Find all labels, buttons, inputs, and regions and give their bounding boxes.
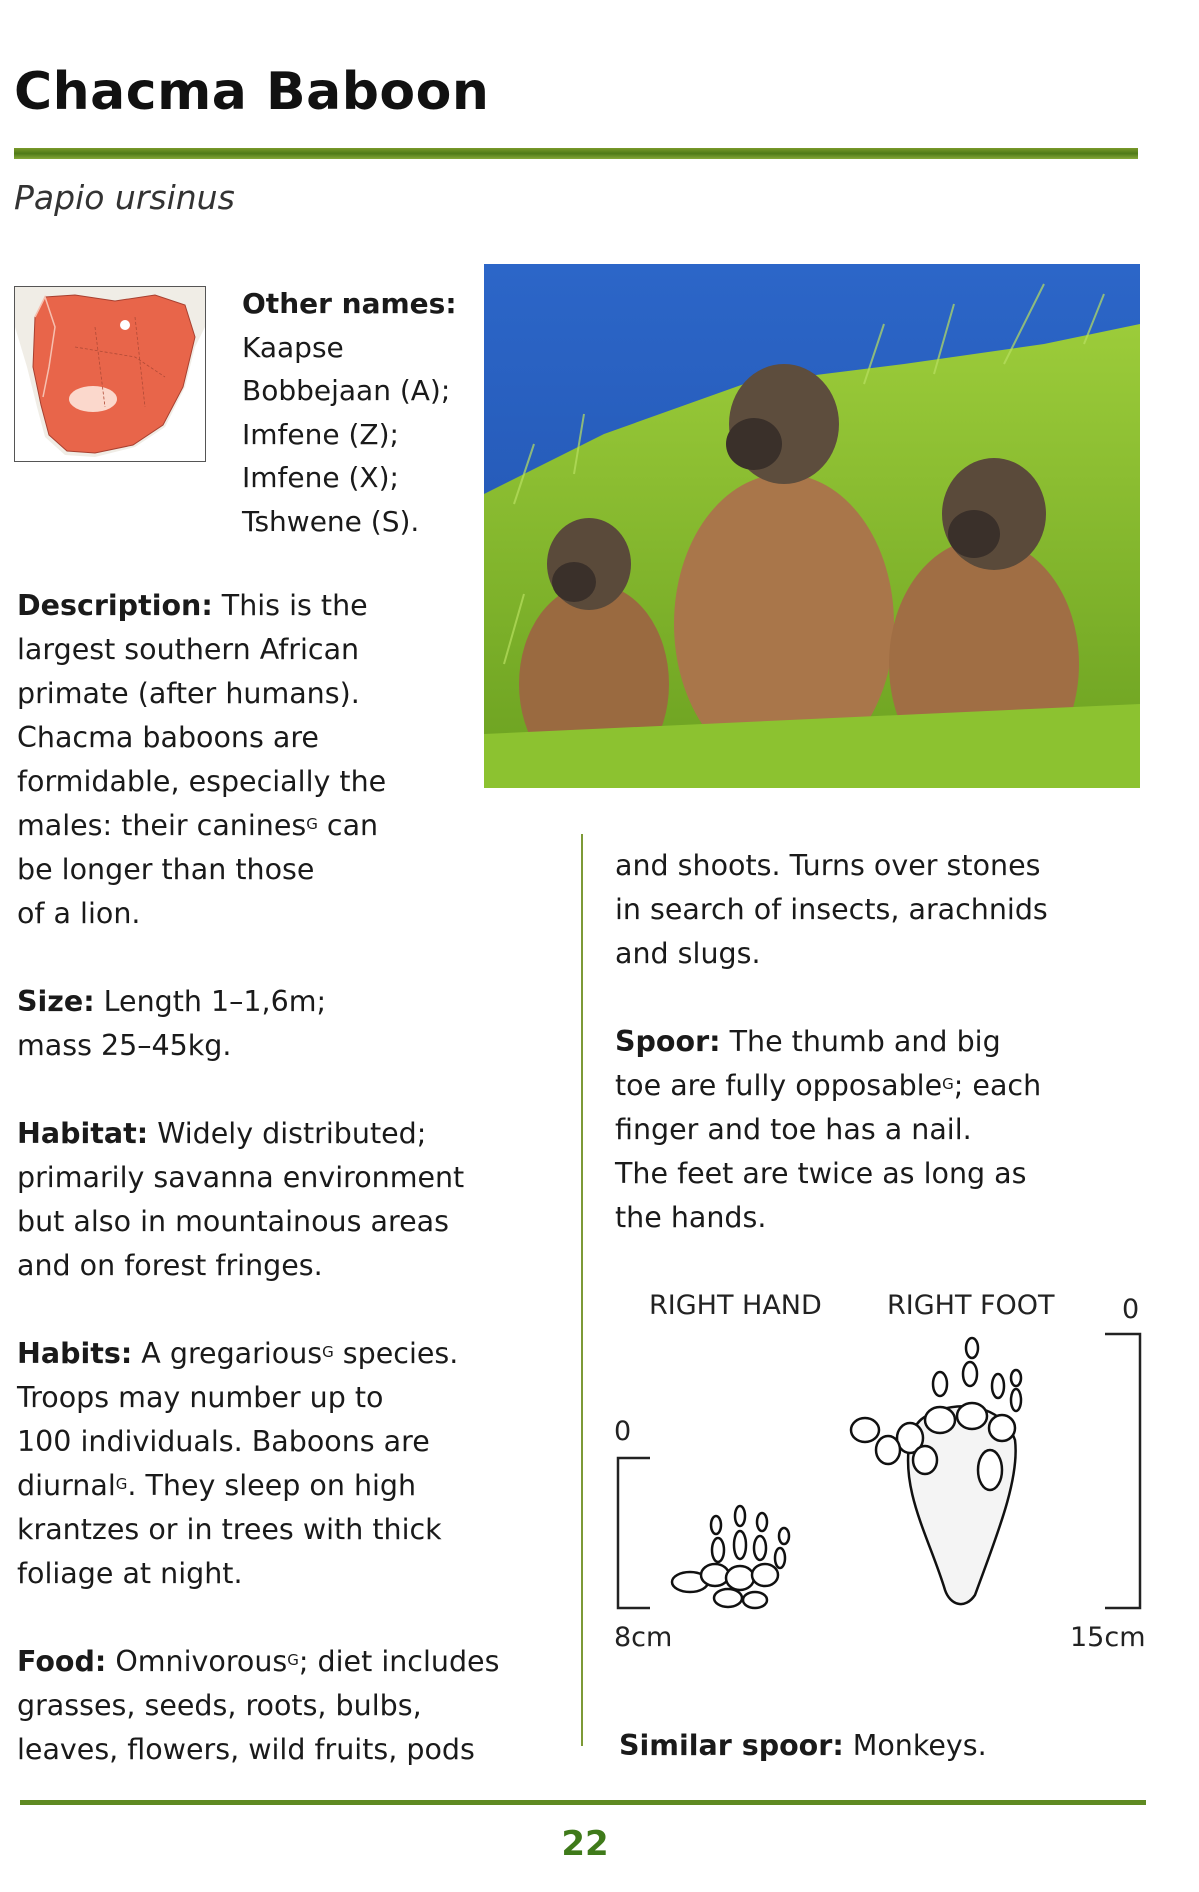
food-continued xyxy=(615,844,1155,976)
other-name-line: Kaapse xyxy=(242,330,344,364)
text-line: but also in mountainous areas xyxy=(17,1205,449,1238)
right-foot-label: RIGHT FOOT xyxy=(887,1290,1055,1321)
right-hand-label: RIGHT HAND xyxy=(649,1290,822,1321)
food-label: Food: xyxy=(17,1645,107,1678)
other-names xyxy=(242,282,457,543)
text-line: ; each xyxy=(953,1069,1042,1102)
text-line: Length 1–1,6m; xyxy=(94,985,327,1018)
distribution-map xyxy=(14,286,206,462)
hand-scale-bottom: 8cm xyxy=(614,1622,673,1653)
baboon-photo xyxy=(484,264,1140,788)
text-line: and shoots. Turns over stones xyxy=(615,849,1041,882)
right-foot-print-icon xyxy=(851,1338,1021,1604)
habits-label: Habits: xyxy=(17,1337,133,1370)
habits-section xyxy=(17,1332,577,1596)
text-line: Troops may number up to xyxy=(17,1381,384,1414)
spoor-drawing xyxy=(600,1320,1160,1620)
text-line: and on forest fringes. xyxy=(17,1249,323,1282)
other-names-label: Other names: xyxy=(242,287,457,320)
food-section xyxy=(17,1640,577,1772)
glossary-marker: G xyxy=(942,1075,954,1093)
column-divider xyxy=(581,834,583,1746)
glossary-marker: G xyxy=(306,815,318,833)
glossary-marker: G xyxy=(287,1651,299,1669)
text-line: Chacma baboons are xyxy=(17,721,319,754)
text-line: leaves, flowers, wild fruits, pods xyxy=(17,1733,475,1766)
text-line: diurnal xyxy=(17,1469,116,1502)
text-line: can xyxy=(317,809,379,842)
text-line: formidable, especially the xyxy=(17,765,387,798)
text-line: 100 individuals. Baboons are xyxy=(17,1425,430,1458)
text-line: finger and toe has a nail. xyxy=(615,1113,972,1146)
text-line: of a lion. xyxy=(17,897,141,930)
hand-scale-top: 0 xyxy=(614,1416,632,1447)
text-line: . They sleep on high xyxy=(127,1469,417,1502)
foot-scale-top: 0 xyxy=(1122,1294,1140,1325)
text-line: krantzes or in trees with thick xyxy=(17,1513,442,1546)
size-label: Size: xyxy=(17,985,95,1018)
text-line: in search of insects, arachnids xyxy=(615,893,1048,926)
other-name-line: Imfene (X); xyxy=(242,461,399,494)
text-line: be longer than those xyxy=(17,853,315,886)
text-line: foliage at night. xyxy=(17,1557,243,1590)
text-line: mass 25–45kg. xyxy=(17,1029,232,1062)
text-line: the hands. xyxy=(615,1201,767,1234)
scientific-name: Papio ursinus xyxy=(14,178,235,217)
foot-scale-bracket xyxy=(1105,1334,1140,1608)
left-column xyxy=(17,584,577,1816)
text-line: This is the xyxy=(212,589,368,622)
description-section xyxy=(17,584,577,936)
similar-spoor xyxy=(619,1724,987,1768)
glossary-marker: G xyxy=(115,1475,128,1493)
other-name-line: Imfene (Z); xyxy=(242,417,399,451)
right-column xyxy=(615,844,1155,1284)
spoor-section xyxy=(615,1020,1155,1240)
text-line: species. xyxy=(333,1337,459,1370)
foot-scale-bottom: 15cm xyxy=(1070,1622,1146,1653)
text-line: grasses, seeds, roots, bulbs, xyxy=(17,1689,422,1722)
text-line: The feet are twice as long as xyxy=(615,1157,1027,1190)
text-line: primarily savanna environment xyxy=(17,1161,465,1194)
text-line: primate (after humans). xyxy=(17,677,360,710)
text-line: males: their canines xyxy=(17,809,307,842)
right-hand-print-icon xyxy=(672,1506,789,1608)
hand-scale-bracket xyxy=(618,1458,650,1608)
text-line: and slugs. xyxy=(615,937,761,970)
text-line: ; diet includes xyxy=(298,1645,500,1678)
glossary-marker: G xyxy=(322,1343,334,1361)
footer-divider xyxy=(20,1800,1146,1805)
text-line: A gregarious xyxy=(132,1337,323,1370)
other-name-line: Tshwene (S). xyxy=(242,504,420,538)
spoor-label: Spoor: xyxy=(615,1025,721,1058)
title-divider xyxy=(14,148,1138,159)
page-number: 22 xyxy=(561,1824,609,1864)
description-label: Description: xyxy=(17,589,213,622)
text-line: largest southern African xyxy=(17,633,360,666)
text-line: Widely distributed; xyxy=(148,1117,427,1150)
habitat-label: Habitat: xyxy=(17,1117,149,1150)
text-line: The thumb and big xyxy=(720,1025,1001,1058)
similar-spoor-value: Monkeys. xyxy=(843,1729,987,1762)
habitat-section xyxy=(17,1112,577,1288)
page-title: Chacma Baboon xyxy=(14,62,490,122)
text-line: Omnivorous xyxy=(106,1645,288,1678)
other-name-line: Bobbejaan (A); xyxy=(242,374,451,407)
text-line: toe are fully opposable xyxy=(615,1069,943,1102)
size-section xyxy=(17,980,577,1068)
similar-spoor-label: Similar spoor: xyxy=(619,1729,844,1762)
